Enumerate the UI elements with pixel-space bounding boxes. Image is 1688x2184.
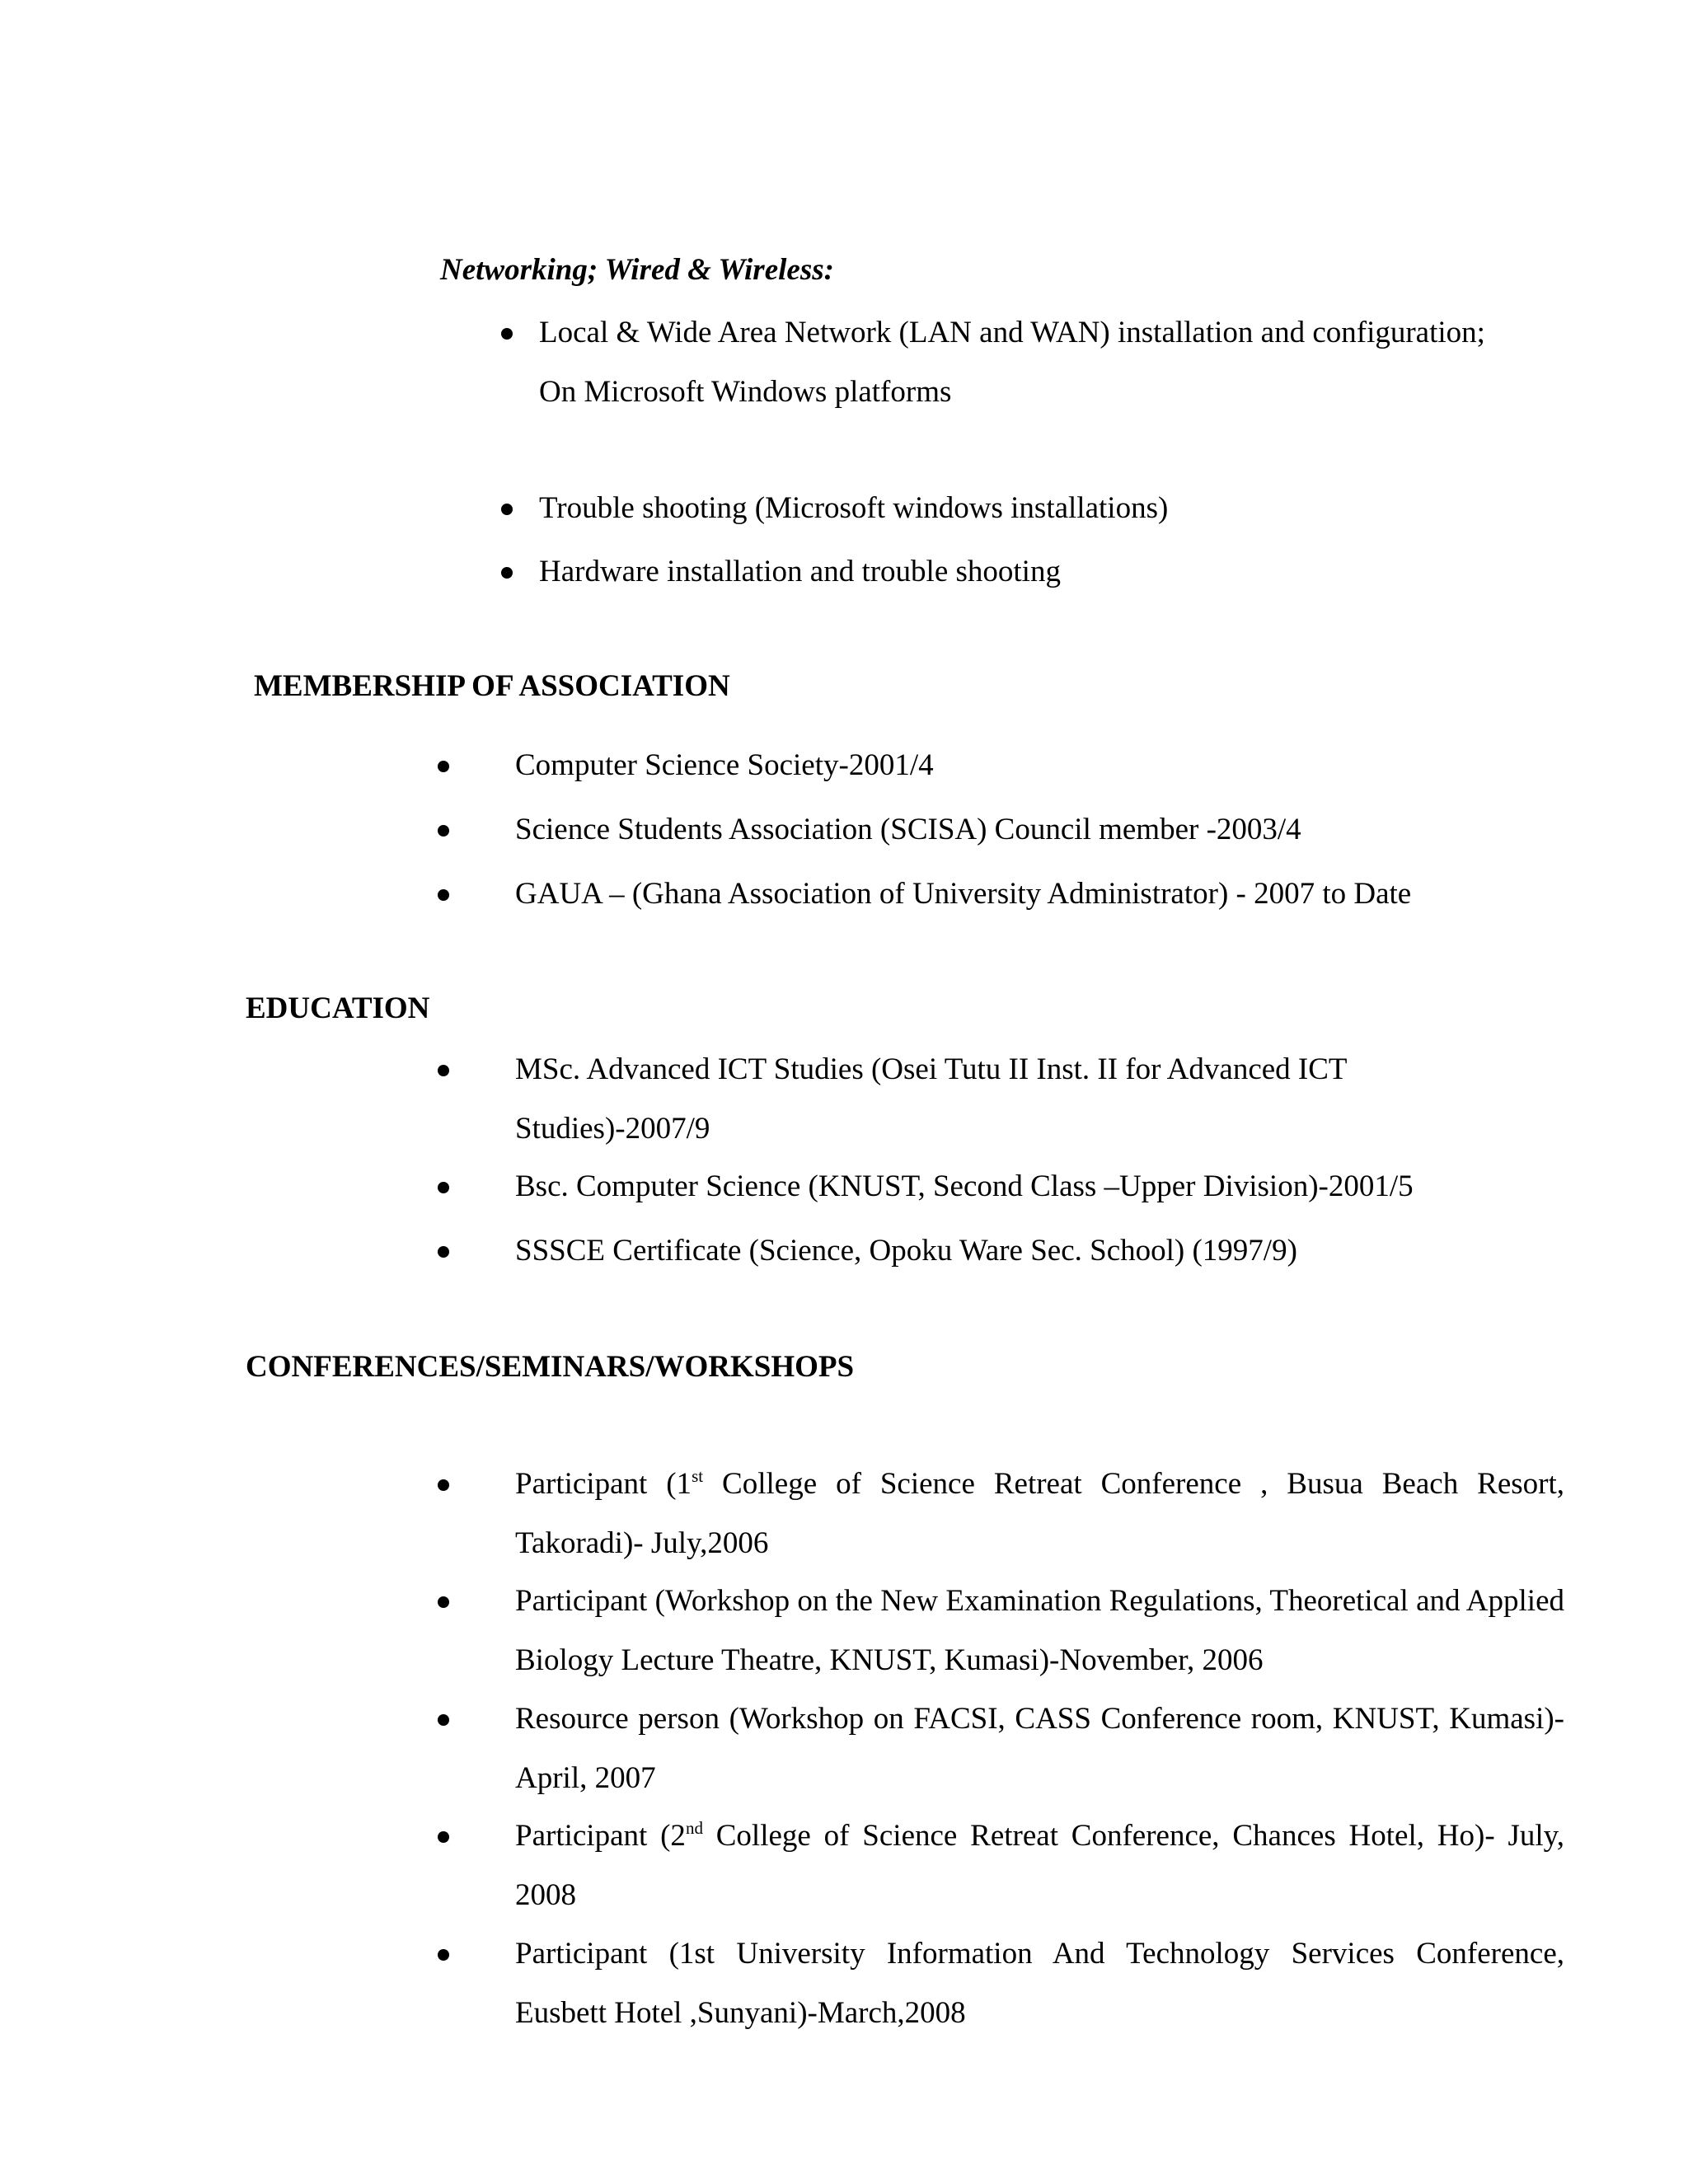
bullet-icon xyxy=(438,1479,449,1491)
list-item-text: Science Students Association (SCISA) Council member -2003/4 xyxy=(515,813,1301,846)
bullet-icon xyxy=(438,1596,449,1608)
membership-heading: MEMBERSHIP OF ASSOCIATION xyxy=(254,669,730,703)
list-item-text: Trouble shooting (Microsoft windows installations) xyxy=(539,491,1169,525)
bullet-icon xyxy=(501,328,513,340)
bullet-icon xyxy=(438,761,449,772)
list-item-text: Local & Wide Area Network (LAN and WAN) installation and configuration; On Microsoft Windows platforms xyxy=(539,316,1485,409)
list-item-text: Participant (2nd College of Science Retreat Conference, Chances Hotel, Ho)- July, 2008 xyxy=(515,1818,1565,1912)
networking-heading: Networking; Wired & Wireless: xyxy=(440,253,834,287)
bullet-icon xyxy=(501,567,513,579)
bullet-icon xyxy=(438,1949,449,1961)
conferences-heading: CONFERENCES/SEMINARS/WORKSHOPS xyxy=(246,1350,855,1384)
education-heading: EDUCATION xyxy=(246,991,430,1025)
bullet-icon xyxy=(438,1182,449,1193)
bullet-icon xyxy=(438,1246,449,1258)
bullet-icon xyxy=(438,1065,449,1076)
list-item-text: SSSCE Certificate (Science, Opoku Ware Sec. School) (1997/9) xyxy=(515,1234,1297,1268)
list-item-text: MSc. Advanced ICT Studies (Osei Tutu II Inst. II for Advanced ICT Studies)-2007/9 xyxy=(515,1052,1347,1146)
bullet-icon xyxy=(438,889,449,901)
list-item-text: Hardware installation and trouble shooting xyxy=(539,555,1061,588)
bullet-icon xyxy=(438,1831,449,1843)
list-item-text: Participant (Workshop on the New Examination Regulations, Theoretical and Applied Biology Lecture Theatre, KNUST, Kumasi)-November, 2006 xyxy=(515,1584,1564,1677)
list-item-text: Resource person (Workshop on FACSI, CASS Conference room, KNUST, Kumasi)-April, 2007 xyxy=(515,1702,1564,1795)
list-item-text: GAUA – (Ghana Association of University Administrator) - 2007 to Date xyxy=(515,877,1412,911)
list-item-text: Computer Science Society-2001/4 xyxy=(515,748,934,782)
bullet-icon xyxy=(438,1714,449,1726)
list-item-text: Bsc. Computer Science (KNUST, Second Class –Upper Division)-2001/5 xyxy=(515,1169,1414,1203)
list-item-text: Participant (1st College of Science Retreat Conference , Busua Beach Resort, Takoradi)- July,2006 xyxy=(515,1466,1564,1560)
bullet-icon xyxy=(501,504,513,515)
list-item-text: Participant (1st University Information And Technology Services Conference, Eusbett Hotel ,Sunyani)-March,2008 xyxy=(515,1937,1564,2030)
bullet-icon xyxy=(438,825,449,837)
